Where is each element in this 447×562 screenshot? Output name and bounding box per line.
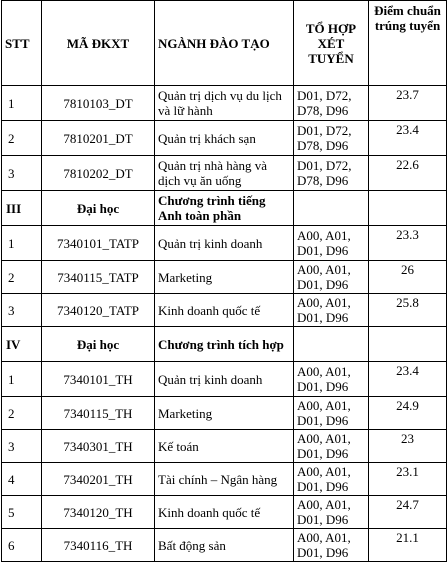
cell-code: 7340101_TH xyxy=(42,362,155,397)
cell-score xyxy=(369,191,447,226)
cell-score: 23.7 xyxy=(369,86,447,121)
cell-stt: 1 xyxy=(2,226,42,261)
cell-combo: A00, A01, D01, D96 xyxy=(294,463,369,496)
cell-stt: 3 xyxy=(2,294,42,327)
cell-major: Chương trình tích hợp xyxy=(155,327,294,362)
cell-code: 7340116_TH xyxy=(42,529,155,562)
cell-major: Marketing xyxy=(155,261,294,294)
cell-code: 7340115_TH xyxy=(42,397,155,430)
header-major: NGÀNH ĐÀO TẠO xyxy=(155,1,294,86)
cell-stt: 3 xyxy=(2,156,42,191)
cell-combo: A00, A01, D01, D96 xyxy=(294,294,369,327)
cell-combo: D01, D72, D78, D96 xyxy=(294,86,369,121)
cell-code: 7340101_TATP xyxy=(42,226,155,261)
cell-major: Marketing xyxy=(155,397,294,430)
cell-stt: 2 xyxy=(2,261,42,294)
cell-code: 7810202_DT xyxy=(42,156,155,191)
cell-combo: A00, A01, D01, D96 xyxy=(294,261,369,294)
cell-combo xyxy=(294,327,369,362)
cell-combo: D01, D72, D78, D96 xyxy=(294,121,369,156)
cell-major: Bất động sản xyxy=(155,529,294,562)
table-row xyxy=(2,121,447,156)
cell-major: Kinh doanh quốc tế xyxy=(155,294,294,327)
cell-code: Đại học xyxy=(42,327,155,362)
cell-combo: A00, A01, D01, D96 xyxy=(294,362,369,397)
cell-code: 7340120_TH xyxy=(42,496,155,529)
cell-stt: III xyxy=(2,191,42,226)
cell-major: Quản trị kinh doanh xyxy=(155,226,294,261)
cell-score: 23.1 xyxy=(369,463,447,496)
cell-score: 25.8 xyxy=(369,294,447,327)
cell-major: Quản trị kinh doanh xyxy=(155,362,294,397)
cell-code: 7340301_TH xyxy=(42,430,155,463)
header-combo: TỔ HỢP XÉT TUYỂN xyxy=(294,1,369,86)
cell-stt: 2 xyxy=(2,397,42,430)
cell-stt: 4 xyxy=(2,463,42,496)
cell-combo: A00, A01, D01, D96 xyxy=(294,496,369,529)
header-stt: STT xyxy=(2,1,42,86)
table-row xyxy=(2,261,447,294)
section-row xyxy=(2,191,447,226)
cell-major: Quản trị dịch vụ du lịch và lữ hành xyxy=(155,86,294,121)
header-code: MÃ ĐKXT xyxy=(42,1,155,86)
cell-score: 23 xyxy=(369,430,447,463)
cell-combo: D01, D72, D78, D96 xyxy=(294,156,369,191)
cell-major: Quản trị nhà hàng và dịch vụ ăn uống xyxy=(155,156,294,191)
cell-major: Quản trị khách sạn xyxy=(155,121,294,156)
cell-code: 7340115_TATP xyxy=(42,261,155,294)
cell-major: Kế toán xyxy=(155,430,294,463)
table-row xyxy=(2,226,447,261)
cell-score xyxy=(369,327,447,362)
table-row xyxy=(2,463,447,496)
cell-score: 21.1 xyxy=(369,529,447,562)
cell-score: 23.4 xyxy=(369,121,447,156)
cell-code: Đại học xyxy=(42,191,155,226)
table-body xyxy=(2,86,447,562)
cell-stt: 1 xyxy=(2,86,42,121)
cell-stt: 3 xyxy=(2,430,42,463)
cell-score: 23.3 xyxy=(369,226,447,261)
cell-code: 7340201_TH xyxy=(42,463,155,496)
cell-stt: IV xyxy=(2,327,42,362)
header-row xyxy=(2,1,447,86)
cell-code: 7810103_DT xyxy=(42,86,155,121)
table-row xyxy=(2,86,447,121)
cell-score: 26 xyxy=(369,261,447,294)
table-row xyxy=(2,362,447,397)
cell-code: 7810201_DT xyxy=(42,121,155,156)
cell-stt: 2 xyxy=(2,121,42,156)
cell-stt: 5 xyxy=(2,496,42,529)
table-row xyxy=(2,529,447,562)
cell-major: Tài chính – Ngân hàng xyxy=(155,463,294,496)
table-row xyxy=(2,397,447,430)
table-row xyxy=(2,156,447,191)
table-row xyxy=(2,294,447,327)
cell-combo: A00, A01, D01, D96 xyxy=(294,529,369,562)
cell-combo xyxy=(294,191,369,226)
cell-score: 22.6 xyxy=(369,156,447,191)
cell-code: 7340120_TATP xyxy=(42,294,155,327)
admission-score-table xyxy=(1,0,447,562)
cell-score: 24.7 xyxy=(369,496,447,529)
cell-score: 23.4 xyxy=(369,362,447,397)
section-row xyxy=(2,327,447,362)
cell-major: Kinh doanh quốc tế xyxy=(155,496,294,529)
table-row xyxy=(2,496,447,529)
cell-combo: A00, A01, D01, D96 xyxy=(294,397,369,430)
table-row xyxy=(2,430,447,463)
cell-stt: 1 xyxy=(2,362,42,397)
cell-score: 24.9 xyxy=(369,397,447,430)
cell-major: Chương trình tiếng Anh toàn phần xyxy=(155,191,294,226)
cell-combo: A00, A01, D01, D96 xyxy=(294,226,369,261)
header-score: Điểm chuẩn trúng tuyển xyxy=(369,1,447,86)
cell-combo: A00, A01, D01, D96 xyxy=(294,430,369,463)
cell-stt: 6 xyxy=(2,529,42,562)
